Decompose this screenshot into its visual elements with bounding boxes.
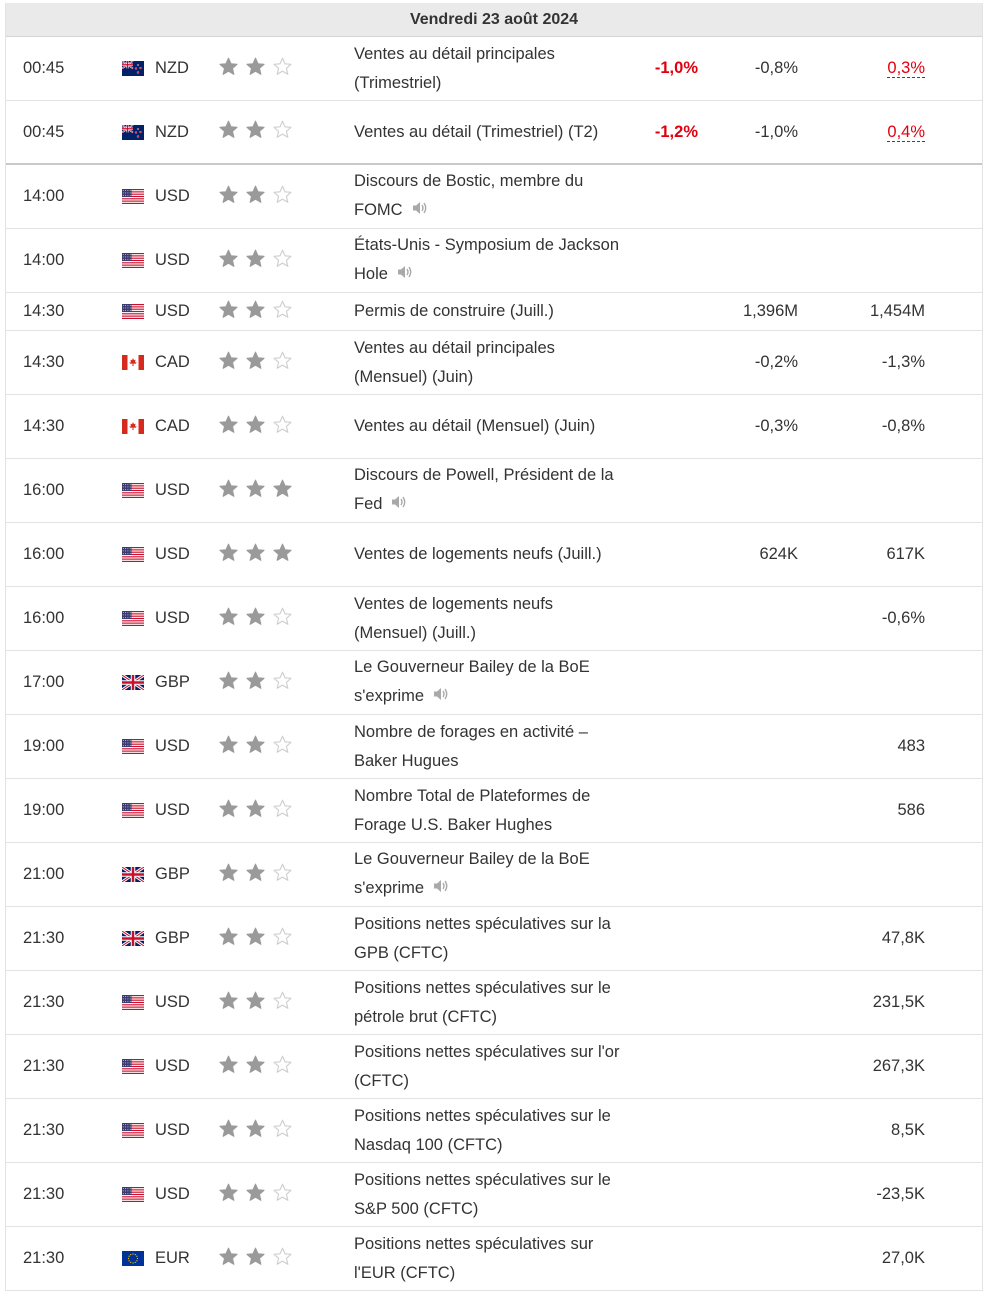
- forecast-value: -0,2%: [754, 353, 798, 371]
- actual-value: [606, 715, 698, 778]
- event-row[interactable]: [6, 293, 982, 331]
- forecast-value: [706, 1227, 798, 1290]
- forecast-value: [706, 907, 798, 970]
- currency-code: USD: [155, 801, 190, 819]
- event-row[interactable]: [6, 229, 982, 293]
- event-time: 19:00: [23, 801, 65, 819]
- star-empty-icon: [272, 926, 293, 952]
- event-row[interactable]: [6, 587, 982, 651]
- star-empty-icon: [272, 1118, 293, 1144]
- previous-cell: [806, 101, 925, 163]
- actual-value: -1,0%: [654, 59, 698, 77]
- currency-code: USD: [155, 609, 190, 627]
- previous-cell: [806, 229, 925, 292]
- star-filled-icon: [245, 1182, 266, 1208]
- event-name[interactable]: Le Gouverneur Bailey de la BoE s'exprime: [354, 658, 590, 706]
- star-filled-icon: [245, 862, 266, 888]
- us-flag-icon: [122, 1099, 146, 1162]
- previous-cell: [806, 907, 925, 970]
- event-cell[interactable]: [354, 293, 629, 330]
- previous-value: -0,6%: [881, 609, 925, 627]
- event-cell[interactable]: [354, 523, 629, 586]
- event-cell[interactable]: [354, 459, 629, 522]
- previous-cell: [806, 779, 925, 842]
- event-cell[interactable]: [354, 101, 629, 163]
- star-filled-icon: [245, 1246, 266, 1272]
- currency-code: USD: [155, 481, 190, 499]
- event-cell[interactable]: [354, 1227, 629, 1290]
- us-flag-icon: [122, 587, 146, 650]
- speaker-icon: [432, 875, 450, 904]
- us-flag-icon: [122, 971, 146, 1034]
- previous-value: 267,3K: [872, 1057, 925, 1075]
- event-name[interactable]: Discours de Powell, Président de la Fed: [354, 466, 614, 514]
- previous-value[interactable]: 0,3%: [887, 59, 925, 77]
- star-filled-icon: [218, 184, 239, 210]
- star-filled-icon: [245, 990, 266, 1016]
- star-filled-icon: [245, 798, 266, 824]
- forecast-value: [706, 1099, 798, 1162]
- event-cell[interactable]: [354, 907, 629, 970]
- forecast-value: -1,0%: [754, 122, 798, 141]
- star-filled-icon: [218, 1182, 239, 1208]
- event-row[interactable]: [6, 395, 982, 459]
- currency-code: USD: [155, 993, 190, 1011]
- star-filled-icon: [245, 350, 266, 376]
- star-empty-icon: [272, 56, 293, 82]
- actual-value: [606, 1163, 698, 1226]
- event-name[interactable]: Ventes au détail principales (Mensuel) (Juin): [354, 338, 555, 386]
- us-flag-icon: [122, 523, 146, 586]
- event-time: 21:30: [23, 1057, 65, 1075]
- currency-code: USD: [155, 1057, 190, 1075]
- event-time: 17:00: [23, 673, 65, 691]
- event-time: 00:45: [23, 59, 65, 77]
- event-row[interactable]: [6, 1035, 982, 1099]
- actual-value: [606, 779, 698, 842]
- event-time: 16:00: [23, 545, 65, 563]
- event-cell[interactable]: [354, 715, 629, 778]
- event-cell[interactable]: [354, 229, 629, 292]
- speaker-icon: [390, 491, 408, 520]
- gb-flag-icon: [122, 651, 146, 714]
- currency-code: NZD: [155, 122, 189, 141]
- event-time: 14:30: [23, 353, 65, 371]
- event-name[interactable]: Ventes au détail (Trimestriel) (T2): [354, 122, 599, 141]
- event-time: 21:30: [23, 929, 65, 947]
- importance-stars: [218, 37, 318, 100]
- currency-code: NZD: [155, 59, 189, 77]
- currency-code: USD: [155, 737, 190, 755]
- forecast-value: [706, 715, 798, 778]
- calendar-rows: [6, 37, 982, 1291]
- event-name[interactable]: Ventes de logements neufs (Mensuel) (Juill.): [354, 594, 554, 642]
- star-empty-icon: [272, 862, 293, 888]
- event-cell[interactable]: [354, 165, 629, 228]
- previous-value: 231,5K: [872, 993, 925, 1011]
- event-cell[interactable]: [354, 1035, 629, 1098]
- star-filled-icon: [218, 414, 239, 440]
- previous-cell: [806, 715, 925, 778]
- event-row[interactable]: [6, 37, 982, 101]
- event-cell[interactable]: [354, 971, 629, 1034]
- forecast-value: [706, 779, 798, 842]
- importance-stars: [218, 715, 318, 778]
- previous-cell: [806, 971, 925, 1034]
- previous-cell: [806, 293, 925, 330]
- forecast-value: [706, 229, 798, 292]
- event-name[interactable]: Discours de Bostic, membre du FOMC: [354, 172, 584, 220]
- actual-value: [606, 293, 698, 330]
- previous-value: 47,8K: [881, 929, 925, 947]
- event-row[interactable]: [6, 1163, 982, 1227]
- actual-value: [606, 1035, 698, 1098]
- star-empty-icon: [272, 184, 293, 210]
- event-name[interactable]: États-Unis - Symposium de Jackson Hole: [354, 236, 620, 284]
- event-name[interactable]: Positions nettes spéculatives sur l'or (CFTC): [354, 1042, 620, 1090]
- currency-code: USD: [155, 1121, 190, 1139]
- us-flag-icon: [122, 1035, 146, 1098]
- previous-cell: [806, 587, 925, 650]
- importance-stars: [218, 331, 318, 394]
- event-row[interactable]: [6, 843, 982, 907]
- currency-code: CAD: [155, 353, 190, 371]
- star-filled-icon: [218, 862, 239, 888]
- star-empty-icon: [272, 990, 293, 1016]
- star-filled-icon: [218, 1054, 239, 1080]
- event-time: 21:30: [23, 1121, 65, 1139]
- previous-cell: [806, 523, 925, 586]
- star-filled-icon: [218, 670, 239, 696]
- actual-value: [606, 165, 698, 228]
- star-filled-icon: [245, 542, 266, 568]
- previous-cell: [806, 331, 925, 394]
- event-time: 14:30: [23, 302, 65, 320]
- ca-flag-icon: [122, 331, 146, 394]
- star-filled-icon: [218, 798, 239, 824]
- event-name[interactable]: Positions nettes spéculatives sur le Nasdaq 100 (CFTC): [354, 1106, 611, 1154]
- currency-code: USD: [155, 302, 190, 320]
- event-name[interactable]: Ventes de logements neufs (Juill.): [354, 545, 602, 563]
- star-filled-icon: [218, 1246, 239, 1272]
- star-filled-icon: [218, 299, 239, 325]
- actual-value: [606, 843, 698, 906]
- star-filled-icon: [245, 670, 266, 696]
- importance-stars: [218, 587, 318, 650]
- currency-code: GBP: [155, 673, 190, 691]
- actual-value: [606, 651, 698, 714]
- star-filled-icon: [218, 606, 239, 632]
- star-filled-icon: [245, 606, 266, 632]
- event-name[interactable]: Le Gouverneur Bailey de la BoE s'exprime: [354, 850, 590, 898]
- previous-cell: [806, 651, 925, 714]
- event-time: 21:00: [23, 865, 65, 883]
- importance-stars: [218, 1163, 318, 1226]
- ca-flag-icon: [122, 395, 146, 458]
- star-filled-icon: [218, 56, 239, 82]
- us-flag-icon: [122, 1163, 146, 1226]
- star-filled-icon: [245, 119, 266, 145]
- nz-flag-icon: [122, 37, 146, 100]
- star-empty-icon: [272, 606, 293, 632]
- star-filled-icon: [245, 734, 266, 760]
- star-empty-icon: [272, 299, 293, 325]
- us-flag-icon: [122, 165, 146, 228]
- event-name[interactable]: Positions nettes spéculatives sur le pétrole brut (CFTC): [354, 978, 611, 1026]
- forecast-value: -0,8%: [754, 59, 798, 77]
- star-empty-icon: [272, 798, 293, 824]
- importance-stars: [218, 1035, 318, 1098]
- star-filled-icon: [218, 926, 239, 952]
- previous-cell: [806, 459, 925, 522]
- event-name[interactable]: Positions nettes spéculatives sur le S&P 500 (CFTC): [354, 1170, 611, 1218]
- importance-stars: [218, 293, 318, 330]
- event-time: 14:00: [23, 251, 65, 269]
- event-name[interactable]: Ventes au détail principales (Trimestriel): [354, 44, 555, 92]
- forecast-value: [706, 1035, 798, 1098]
- gb-flag-icon: [122, 907, 146, 970]
- importance-stars: [218, 101, 318, 163]
- actual-value: [606, 907, 698, 970]
- forecast-value: [706, 459, 798, 522]
- star-empty-icon: [272, 734, 293, 760]
- forecast-value: [706, 843, 798, 906]
- event-name[interactable]: Nombre de forages en activité – Baker Hugues: [354, 722, 588, 770]
- previous-value: 617K: [886, 545, 925, 563]
- event-name[interactable]: Nombre Total de Plateformes de Forage U.S. Baker Hughes: [354, 786, 591, 834]
- event-time: 00:45: [23, 122, 65, 141]
- previous-cell: [806, 1227, 925, 1290]
- actual-value: [606, 971, 698, 1034]
- currency-code: USD: [155, 251, 190, 269]
- star-filled-icon: [218, 542, 239, 568]
- event-row[interactable]: [6, 971, 982, 1035]
- us-flag-icon: [122, 229, 146, 292]
- star-filled-icon: [218, 478, 239, 504]
- actual-value: [606, 523, 698, 586]
- event-time: 14:30: [23, 417, 65, 435]
- currency-code: USD: [155, 1185, 190, 1203]
- us-flag-icon: [122, 293, 146, 330]
- star-filled-icon: [218, 1118, 239, 1144]
- star-empty-icon: [272, 1182, 293, 1208]
- star-empty-icon: [272, 248, 293, 274]
- event-cell[interactable]: [354, 37, 629, 100]
- previous-cell: [806, 1163, 925, 1226]
- importance-stars: [218, 651, 318, 714]
- us-flag-icon: [122, 779, 146, 842]
- star-filled-icon: [218, 119, 239, 145]
- event-row[interactable]: [6, 779, 982, 843]
- economic-calendar: [5, 3, 983, 1291]
- speaker-icon: [432, 683, 450, 712]
- star-empty-icon: [272, 670, 293, 696]
- currency-code: GBP: [155, 929, 190, 947]
- event-time: 16:00: [23, 609, 65, 627]
- actual-value: [606, 331, 698, 394]
- importance-stars: [218, 229, 318, 292]
- star-empty-icon: [272, 1246, 293, 1272]
- previous-cell: [806, 1099, 925, 1162]
- previous-value: 8,5K: [891, 1121, 925, 1139]
- importance-stars: [218, 165, 318, 228]
- star-filled-icon: [245, 1054, 266, 1080]
- event-time: 19:00: [23, 737, 65, 755]
- star-filled-icon: [218, 990, 239, 1016]
- star-empty-icon: [272, 119, 293, 145]
- importance-stars: [218, 459, 318, 522]
- forecast-value: [706, 651, 798, 714]
- previous-value: -0,8%: [881, 417, 925, 435]
- forecast-value: [706, 587, 798, 650]
- event-cell[interactable]: [354, 331, 629, 394]
- star-empty-icon: [272, 414, 293, 440]
- star-filled-icon: [272, 542, 293, 568]
- us-flag-icon: [122, 459, 146, 522]
- event-time: 16:00: [23, 481, 65, 499]
- star-filled-icon: [272, 478, 293, 504]
- star-filled-icon: [245, 414, 266, 440]
- speaker-icon: [411, 197, 429, 226]
- event-name[interactable]: Positions nettes spéculatives sur la GPB (CFTC): [354, 914, 611, 962]
- previous-cell: [806, 843, 925, 906]
- event-row[interactable]: [6, 459, 982, 523]
- star-filled-icon: [218, 350, 239, 376]
- previous-cell: [806, 165, 925, 228]
- star-filled-icon: [245, 248, 266, 274]
- forecast-value: -0,3%: [754, 417, 798, 435]
- previous-value: 1,454M: [869, 302, 925, 320]
- event-cell[interactable]: [354, 843, 629, 906]
- event-name[interactable]: Positions nettes spéculatives sur l'EUR (CFTC): [354, 1234, 594, 1282]
- event-row[interactable]: [6, 1227, 982, 1291]
- event-time: 21:30: [23, 1185, 65, 1203]
- currency-code: EUR: [155, 1249, 190, 1267]
- previous-cell: [806, 395, 925, 458]
- event-row[interactable]: [6, 165, 982, 229]
- currency-code: CAD: [155, 417, 190, 435]
- star-filled-icon: [245, 926, 266, 952]
- event-row[interactable]: [6, 523, 982, 587]
- event-time: 14:00: [23, 187, 65, 205]
- event-row[interactable]: [6, 907, 982, 971]
- event-cell[interactable]: [354, 651, 629, 714]
- previous-value[interactable]: 0,4%: [887, 122, 925, 141]
- previous-value: -23,5K: [876, 1185, 925, 1203]
- event-row[interactable]: [6, 101, 982, 165]
- forecast-value: 624K: [759, 545, 798, 563]
- event-row[interactable]: [6, 651, 982, 715]
- forecast-value: [706, 1163, 798, 1226]
- star-filled-icon: [245, 299, 266, 325]
- importance-stars: [218, 779, 318, 842]
- star-filled-icon: [218, 248, 239, 274]
- actual-value: [606, 395, 698, 458]
- event-time: 21:30: [23, 1249, 65, 1267]
- actual-value: [606, 1099, 698, 1162]
- star-filled-icon: [245, 184, 266, 210]
- star-filled-icon: [245, 478, 266, 504]
- importance-stars: [218, 971, 318, 1034]
- actual-value: -1,2%: [654, 122, 698, 141]
- gb-flag-icon: [122, 843, 146, 906]
- forecast-value: [706, 165, 798, 228]
- actual-value: [606, 229, 698, 292]
- previous-cell: [806, 1035, 925, 1098]
- event-cell[interactable]: [354, 1099, 629, 1162]
- star-filled-icon: [245, 1118, 266, 1144]
- star-empty-icon: [272, 350, 293, 376]
- importance-stars: [218, 907, 318, 970]
- event-name[interactable]: Ventes au détail (Mensuel) (Juin): [354, 417, 596, 435]
- currency-code: USD: [155, 545, 190, 563]
- event-row[interactable]: [6, 1099, 982, 1163]
- previous-value: 586: [897, 801, 925, 819]
- eu-flag-icon: [122, 1227, 146, 1290]
- importance-stars: [218, 523, 318, 586]
- previous-value: -1,3%: [881, 353, 925, 371]
- previous-cell: [806, 37, 925, 100]
- nz-flag-icon: [122, 101, 146, 163]
- event-row[interactable]: [6, 331, 982, 395]
- us-flag-icon: [122, 715, 146, 778]
- event-cell[interactable]: [354, 1163, 629, 1226]
- event-cell[interactable]: [354, 395, 629, 458]
- currency-code: USD: [155, 187, 190, 205]
- event-name[interactable]: Permis de construire (Juill.): [354, 302, 554, 320]
- previous-value: 483: [897, 737, 925, 755]
- importance-stars: [218, 1099, 318, 1162]
- event-time: 21:30: [23, 993, 65, 1011]
- date-header: Vendredi 23 août 2024: [6, 3, 982, 37]
- currency-code: GBP: [155, 865, 190, 883]
- star-filled-icon: [218, 734, 239, 760]
- actual-value: [606, 459, 698, 522]
- event-row[interactable]: [6, 715, 982, 779]
- star-filled-icon: [245, 56, 266, 82]
- speaker-icon: [396, 261, 414, 290]
- actual-value: [606, 1227, 698, 1290]
- importance-stars: [218, 395, 318, 458]
- forecast-value: 1,396M: [742, 302, 798, 320]
- previous-value: 27,0K: [881, 1249, 925, 1267]
- forecast-value: [706, 971, 798, 1034]
- importance-stars: [218, 843, 318, 906]
- actual-value: [606, 587, 698, 650]
- importance-stars: [218, 1227, 318, 1290]
- event-cell[interactable]: [354, 587, 629, 650]
- star-empty-icon: [272, 1054, 293, 1080]
- event-cell[interactable]: [354, 779, 629, 842]
